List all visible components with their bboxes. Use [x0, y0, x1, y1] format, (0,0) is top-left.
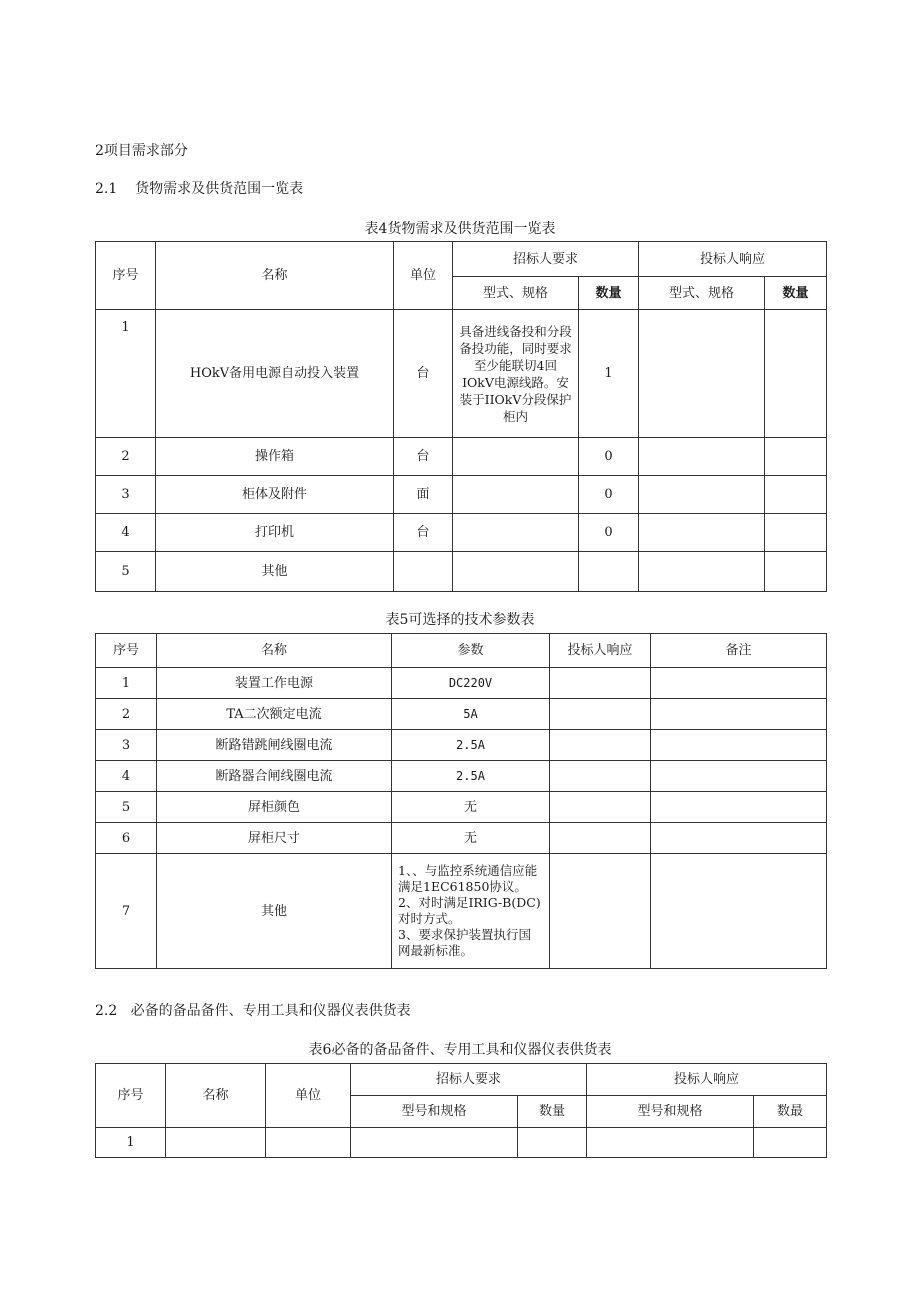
row-response-qty	[765, 310, 827, 438]
row-unit: 台	[394, 514, 453, 552]
table-row	[96, 438, 827, 476]
row-param: 2.5A	[392, 730, 550, 761]
row-qty: 0	[579, 476, 639, 514]
row-param: 无	[392, 792, 550, 823]
row-note	[651, 854, 827, 969]
row-unit	[394, 552, 453, 592]
header-spec-response: 型式、规格	[639, 277, 765, 310]
row-note	[651, 792, 827, 823]
row-response-qty	[765, 552, 827, 592]
row-param: 无	[392, 823, 550, 854]
table5-header-row	[96, 634, 827, 668]
header-spec: 型号和规格	[351, 1096, 518, 1128]
row-name: 其他	[156, 552, 394, 592]
row-qty: 0	[579, 438, 639, 476]
header-seq: 序号	[96, 634, 157, 668]
row-name: 装置工作电源	[157, 668, 392, 699]
header-name: 名称	[157, 634, 392, 668]
row-name: 屏柜颜色	[157, 792, 392, 823]
row-name	[166, 1128, 266, 1158]
row-seq: 3	[96, 476, 156, 514]
row-spec	[351, 1128, 518, 1158]
row-note	[651, 668, 827, 699]
row-response-spec	[639, 476, 765, 514]
row-unit	[266, 1128, 351, 1158]
header-bidder-response: 投标人响应	[639, 242, 827, 277]
row-seq: 6	[96, 823, 157, 854]
row-param: 2.5A	[392, 761, 550, 792]
list-item: 1、、与监控系统通信应能满足1EC61850协议。	[398, 863, 538, 894]
row-note	[651, 730, 827, 761]
row-seq: 2	[96, 438, 156, 476]
subsection-text: 必备的备品备件、专用工具和仪器仪表供货表	[130, 1003, 411, 1019]
row-name: HOkV备用电源自动投入装置	[156, 310, 394, 438]
row-name: 其他	[157, 854, 392, 969]
table-row	[96, 699, 827, 730]
row-response	[550, 854, 651, 969]
row-name: TA二次额定电流	[157, 699, 392, 730]
header-qty-response: 数量	[765, 277, 827, 310]
row-spec	[453, 476, 579, 514]
table-row	[96, 792, 827, 823]
list-item: 2、对时满足IRIG-B(DC)对时方式。	[398, 895, 541, 926]
row-name: 屏柜尺寸	[157, 823, 392, 854]
row-param-list	[392, 854, 550, 969]
header-qty: 数量	[518, 1096, 587, 1128]
row-qty: 1	[579, 310, 639, 438]
row-name: 柜体及附件	[156, 476, 394, 514]
row-response	[550, 668, 651, 699]
header-response: 投标人响应	[550, 634, 651, 668]
table-row	[96, 476, 827, 514]
header-name: 名称	[156, 242, 394, 310]
header-bidder-requirement: 招标人要求	[453, 242, 639, 277]
subsection-2-1	[95, 178, 303, 198]
table-row	[96, 761, 827, 792]
row-response-spec	[587, 1128, 754, 1158]
row-response	[550, 699, 651, 730]
row-note	[651, 761, 827, 792]
list-item: 3、要求保护装置执行国网最新标准。	[398, 927, 531, 958]
row-response	[550, 823, 651, 854]
table-row	[96, 310, 827, 438]
row-name: 打印机	[156, 514, 394, 552]
row-response-qty	[765, 476, 827, 514]
row-seq: 4	[96, 761, 157, 792]
row-qty	[579, 552, 639, 592]
header-name: 名称	[166, 1064, 266, 1128]
row-spec	[453, 514, 579, 552]
row-note	[651, 699, 827, 730]
row-name: 操作箱	[156, 438, 394, 476]
row-seq: 1	[96, 310, 156, 438]
table-row	[96, 668, 827, 699]
row-unit: 面	[394, 476, 453, 514]
section-title: 2项目需求部分	[95, 143, 188, 159]
table-row	[96, 1128, 827, 1158]
row-response-qty	[765, 438, 827, 476]
table6-header-row	[96, 1064, 827, 1096]
row-param: 5A	[392, 699, 550, 730]
header-seq: 序号	[96, 1064, 166, 1128]
subsection-number: 2.1	[95, 181, 118, 197]
header-unit: 单位	[394, 242, 453, 310]
table4-caption: 表4货物需求及供货范围一览表	[364, 221, 556, 237]
row-note	[651, 823, 827, 854]
table5	[95, 633, 827, 969]
row-seq: 5	[96, 792, 157, 823]
row-response	[550, 730, 651, 761]
row-spec	[453, 438, 579, 476]
table-row	[96, 552, 827, 592]
table6	[95, 1063, 827, 1158]
row-response-qty	[765, 514, 827, 552]
row-qty: 0	[579, 514, 639, 552]
header-qty: 数量	[579, 277, 639, 310]
row-seq: 1	[96, 668, 157, 699]
subsection-2-2	[95, 1000, 411, 1020]
header-bidder-requirement: 招标人要求	[351, 1064, 587, 1096]
row-seq: 4	[96, 514, 156, 552]
header-unit: 单位	[266, 1064, 351, 1128]
table-row	[96, 514, 827, 552]
row-seq: 7	[96, 854, 157, 969]
table4-header-row	[96, 242, 827, 277]
table-row	[96, 823, 827, 854]
header-bidder-response: 投标人响应	[587, 1064, 827, 1096]
subsection-text: 货物需求及供货范围一览表	[135, 181, 304, 197]
row-response-spec	[639, 310, 765, 438]
header-param: 参数	[392, 634, 550, 668]
row-unit: 台	[394, 310, 453, 438]
row-seq: 3	[96, 730, 157, 761]
row-qty	[518, 1128, 587, 1158]
row-spec	[453, 552, 579, 592]
row-unit: 台	[394, 438, 453, 476]
table-row	[96, 854, 827, 969]
row-response	[550, 792, 651, 823]
row-response-spec	[639, 514, 765, 552]
row-response-qty	[754, 1128, 827, 1158]
row-response	[550, 761, 651, 792]
row-seq: 2	[96, 699, 157, 730]
row-param: DC220V	[392, 668, 550, 699]
table4	[95, 241, 827, 592]
row-response-spec	[639, 552, 765, 592]
header-spec-response: 型号和规格	[587, 1096, 754, 1128]
row-response-spec	[639, 438, 765, 476]
row-spec: 具备进线备投和分段备投功能，同时要求至少能联切4回IOkV电源线路。安装于IIOkV分段保护柜内	[453, 310, 579, 438]
header-spec: 型式、规格	[453, 277, 579, 310]
row-name: 断路器合闸线圈电流	[157, 761, 392, 792]
row-seq: 5	[96, 552, 156, 592]
table6-caption: 表6必备的备品备件、专用工具和仪器仪表供货表	[308, 1042, 612, 1058]
row-name: 断路错跳闸线圈电流	[157, 730, 392, 761]
subsection-number: 2.2	[95, 1003, 118, 1019]
table-row	[96, 730, 827, 761]
row-seq: 1	[96, 1128, 166, 1158]
header-qty-response: 数最	[754, 1096, 827, 1128]
table5-caption: 表5可选择的技术参数表	[385, 612, 535, 628]
header-seq: 序号	[96, 242, 156, 310]
header-note: 备注	[651, 634, 827, 668]
